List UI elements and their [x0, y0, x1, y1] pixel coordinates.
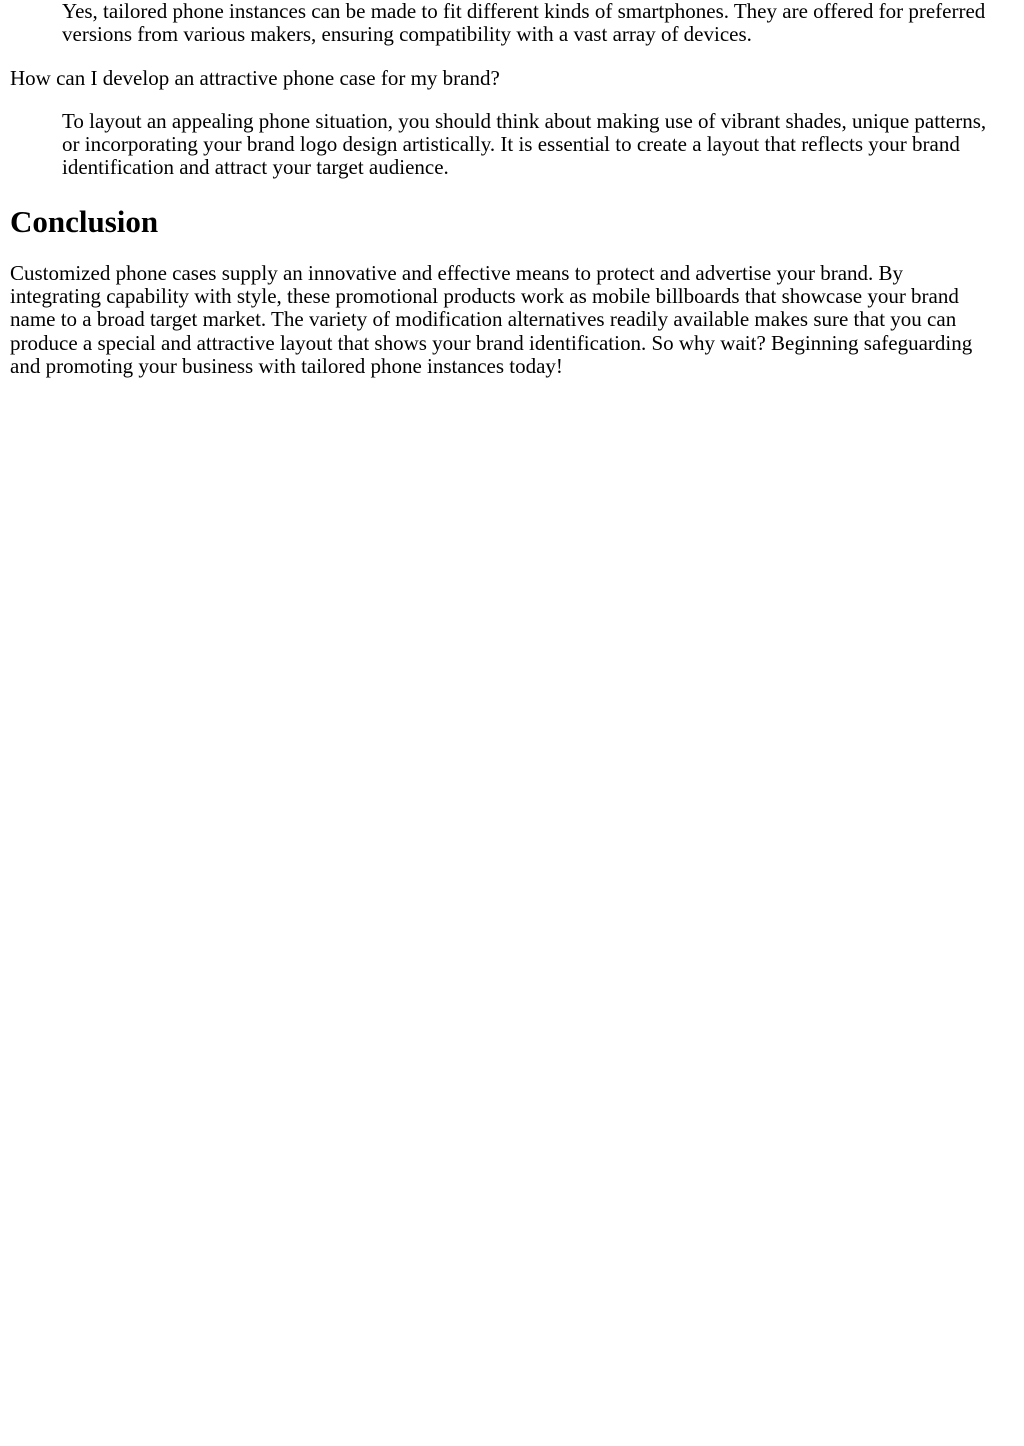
faq-answer: To layout an appealing phone situation, you should think about making use of vibrant shades, unique patterns, or incorporating your brand logo design artistically. It is essential to create a layout that reflects your brand identification and attract your target audience. — [62, 108, 987, 180]
article-content — [10, 0, 994, 378]
faq-answer: Yes, tailored phone instances can be made to fit different kinds of smartphones. They are offered for preferred versions from various makers, ensuring compatibility with a vast array of devices. — [62, 0, 986, 47]
conclusion-paragraph: Customized phone cases supply an innovative and effective means to protect and advertise your brand. By integrating capability with style, these promotional products work as mobile billboards that showcase your brand name to a broad target market. The variety of modification alternatives readily available makes sure that you can produce a special and attractive layout that shows your brand identification. So why wait? Beginning safeguarding and promoting your business with tailored phone instances today! — [10, 260, 973, 378]
conclusion-heading: Conclusion — [10, 203, 159, 239]
faq-question: How can I develop an attractive phone case for my brand? — [10, 65, 500, 90]
